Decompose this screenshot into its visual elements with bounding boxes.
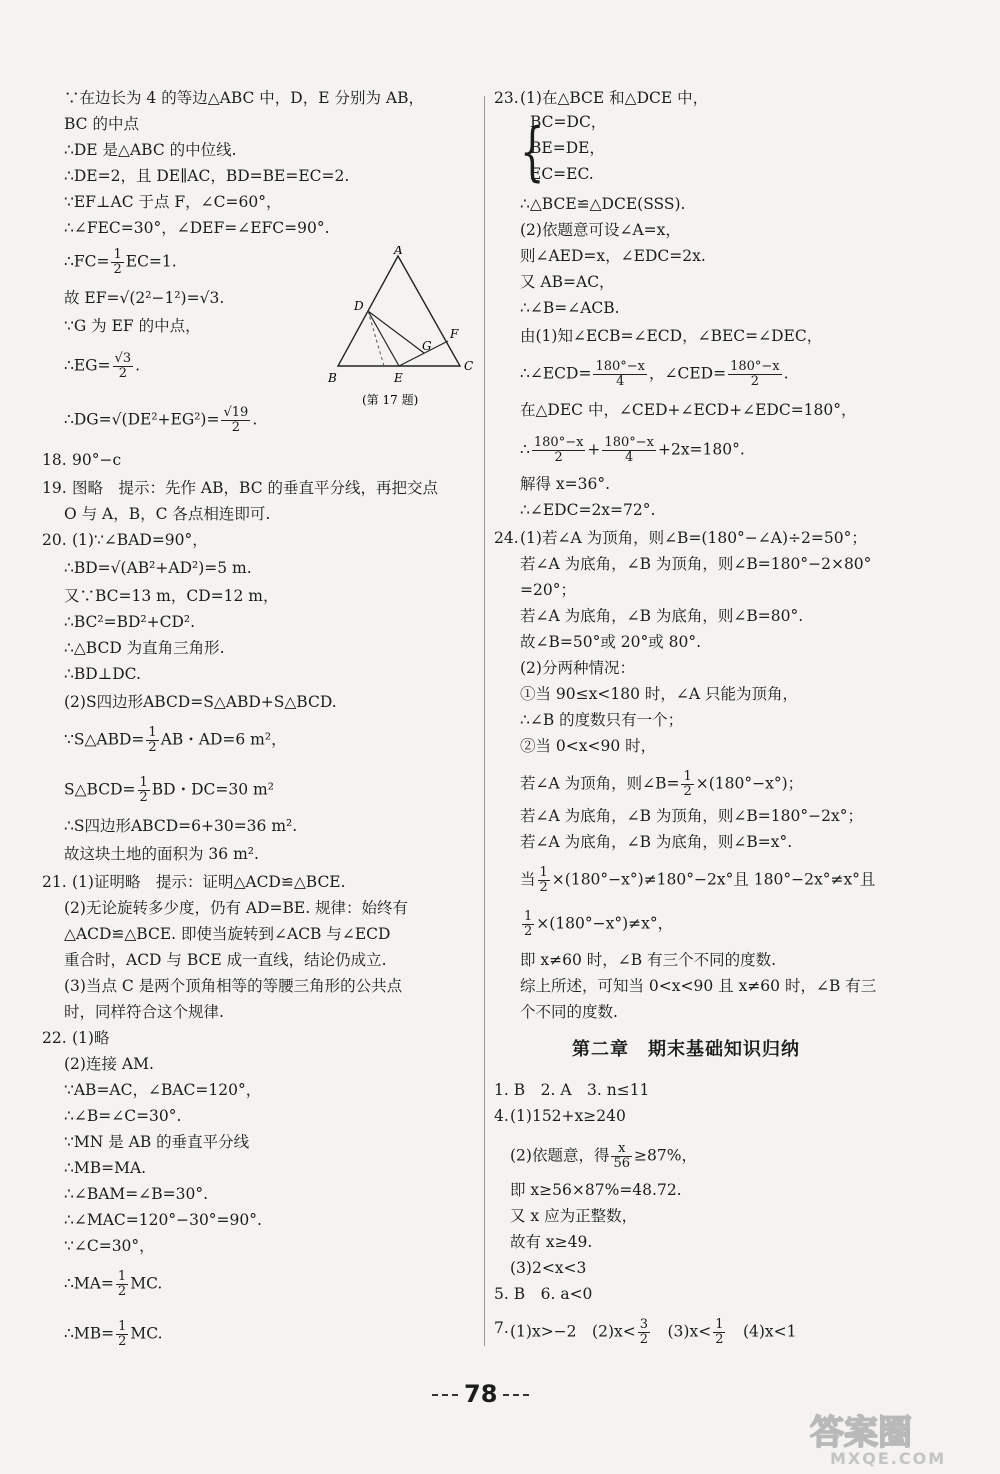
question-number: 18. xyxy=(42,451,67,469)
text-line: 若∠A 为底角，∠B 为顶角，则∠B=180°−2×80° xyxy=(520,555,872,573)
text-line: (2)连接 AM. xyxy=(64,1055,154,1073)
denominator: 2 xyxy=(118,1334,127,1349)
fraction xyxy=(538,866,550,895)
numerator: √3 xyxy=(114,351,132,366)
denominator: 2 xyxy=(715,1332,724,1347)
denominator: 2 xyxy=(139,790,148,805)
fraction xyxy=(138,776,150,805)
denominator: 4 xyxy=(625,450,634,465)
text-line: ∴BC²=BD²+CD². xyxy=(64,613,196,631)
text-fragment: BD・DC=30 m² xyxy=(151,780,274,799)
numerator: 1 xyxy=(117,1269,127,1284)
fraction xyxy=(116,1320,128,1349)
answer-text: 图略 提示：先作 AB，BC 的垂直平分线，再把交点 xyxy=(72,479,438,497)
equation-system xyxy=(494,112,694,192)
text-line: 故这块土地的面积为 36 m². xyxy=(64,845,259,863)
question-number: 23. xyxy=(494,89,519,107)
triangle-figure xyxy=(326,246,476,426)
text-line xyxy=(64,352,140,381)
text-fragment: ×(180°−x°)； xyxy=(695,774,804,793)
segment-dg xyxy=(368,311,424,353)
fraction xyxy=(221,406,250,435)
text-line: ∴DE=2，且 DE∥AC，BD=BE=EC=2. xyxy=(64,167,350,185)
text-fragment: 当 xyxy=(520,870,536,889)
text-line: ∴∠FEC=30°，∠DEF=∠EFC=90°. xyxy=(64,219,330,237)
text-line: 1. B 2. A 3. n≤11 xyxy=(494,1081,650,1099)
triangle-diagram xyxy=(326,246,476,426)
fraction xyxy=(116,1270,128,1299)
question-number: 20. xyxy=(42,531,67,549)
text-line: 又 AB=AC， xyxy=(520,273,615,291)
numerator: √19 xyxy=(223,405,249,420)
fraction xyxy=(522,910,534,939)
numerator: 1 xyxy=(148,725,157,740)
fraction xyxy=(681,770,693,799)
text-line: (3)当点 C 是两个顶角相等的等腰三角形的公共点 xyxy=(64,977,403,995)
denominator: 2 xyxy=(639,1332,648,1347)
text-fragment: ∵S△ABD= xyxy=(64,730,145,749)
text-line: =20°； xyxy=(520,581,576,599)
text-fragment: ×(180°−x°)≠180°−2x°且 180°−2x°≠x°且 xyxy=(551,870,876,889)
figure-caption: (第 17 题) xyxy=(362,393,419,407)
svg-text:MXQE.COM: MXQE.COM xyxy=(830,1449,947,1468)
text-line: 故∠B=50°或 20°或 80°. xyxy=(520,633,702,651)
equation-line: BC=DC， xyxy=(530,113,607,131)
text-line: 综上所述，可知当 0<x<90 且 x≠60 时，∠B 有三 xyxy=(520,977,877,995)
text-fragment: . xyxy=(252,410,258,429)
text-fragment: ∴DG=√(DE²+EG²)= xyxy=(64,410,220,429)
fraction xyxy=(532,436,586,465)
text-fragment: + xyxy=(587,440,601,459)
denominator: 2 xyxy=(117,1284,127,1299)
text-fragment: MC. xyxy=(130,1274,163,1293)
fraction xyxy=(728,360,782,389)
label-f: F xyxy=(450,327,459,341)
text-line: 若∠A 为底角，∠B 为顶角，则∠B=180°−2x°； xyxy=(520,807,863,825)
segment-de xyxy=(368,311,399,366)
text-line: 个不同的度数. xyxy=(520,1003,618,1021)
numerator: 1 xyxy=(139,775,148,790)
answer-text: (1)152+x≥240 xyxy=(510,1107,626,1125)
section-heading xyxy=(494,1040,942,1064)
text-fragment: . xyxy=(783,364,789,383)
text-line: 5. B 6. a<0 xyxy=(494,1285,593,1303)
text-line: ∴MB=MA. xyxy=(64,1159,147,1177)
text-line: ∵AB=AC，∠BAC=120°， xyxy=(64,1081,262,1099)
text-fragment: +2x=180°. xyxy=(657,440,745,459)
text-fragment: (4)x<1 xyxy=(727,1322,797,1341)
fraction xyxy=(713,1318,725,1347)
text-line: ∴△BCE≌△DCE(SSS). xyxy=(520,195,686,213)
text-line: ∴∠B 的度数只有一个； xyxy=(520,711,684,729)
denominator: 2 xyxy=(118,366,127,381)
svg-text:答案圈: 答案圈 xyxy=(810,1413,912,1453)
question-number: 24. xyxy=(494,529,519,547)
text-line xyxy=(520,436,745,465)
answer-text: (1)略 xyxy=(72,1029,110,1047)
text-line: 故有 x≥49. xyxy=(510,1233,593,1251)
text-line: ②当 0<x<90 时， xyxy=(520,737,657,755)
question-number: 21. xyxy=(42,873,67,891)
denominator: 2 xyxy=(113,262,122,277)
text-line: 若∠A 为底角，∠B 为底角，则∠B=x°. xyxy=(520,833,793,851)
text-line xyxy=(520,770,803,799)
text-line: (2)S四边形ABCD=S△ABD+S△BCD. xyxy=(64,693,337,711)
label-g: G xyxy=(422,339,432,353)
text-line xyxy=(520,910,673,939)
denominator: 4 xyxy=(616,374,625,389)
watermark-logo-icon xyxy=(806,1406,986,1468)
text-line: ∴△BCD 为直角三角形. xyxy=(64,639,225,657)
numerator: x xyxy=(611,1142,632,1157)
text-fragment: ∴MB= xyxy=(64,1324,115,1343)
numerator: 1 xyxy=(524,909,533,924)
fraction xyxy=(111,248,123,277)
denominator: 2 xyxy=(750,374,759,389)
text-fragment: ≥87%， xyxy=(634,1146,697,1165)
text-line: ∴BD⊥DC. xyxy=(64,665,141,683)
text-line: △ACD≌△BCE. 即使当旋转到∠ACB 与∠ECD xyxy=(64,925,391,943)
text-fragment: ，∠CED= xyxy=(649,364,727,383)
fraction xyxy=(611,1142,632,1171)
denominator: 2 xyxy=(148,740,157,755)
fraction xyxy=(593,360,647,389)
numerator: 180°−x xyxy=(533,435,584,450)
text-line: 即 x≠60 时，∠B 有三个不同的度数. xyxy=(520,951,777,969)
text-line: 若∠A 为底角，∠B 为底角，则∠B=80°. xyxy=(520,607,804,625)
text-fragment: ∴MA= xyxy=(64,1274,114,1293)
question-number: 19. xyxy=(42,479,67,497)
text-line xyxy=(520,360,789,389)
text-line: 重合时，ACD 与 BCE 成一直线，结论仍成立. xyxy=(64,951,387,969)
fraction xyxy=(602,436,656,465)
dashed-line xyxy=(368,311,384,366)
answer-text: (1)证明略 提示：证明△ACD≌△BCE. xyxy=(72,873,346,891)
numerator: 180°−x xyxy=(604,435,654,450)
fraction xyxy=(638,1318,650,1347)
left-brace-icon: { xyxy=(520,115,545,189)
equation-line: EC=EC. xyxy=(530,165,594,183)
equation-line: BE=DE， xyxy=(530,139,605,157)
text-fragment: EC=1. xyxy=(125,252,177,271)
text-line: ∵MN 是 AB 的垂直平分线 xyxy=(64,1133,250,1151)
text-line: ∴∠B=∠C=30°. xyxy=(64,1107,182,1125)
text-fragment: 若∠A 为顶角，则∠B= xyxy=(520,774,680,793)
text-line: ∴∠B=∠ACB. xyxy=(520,299,620,317)
numerator: 1 xyxy=(715,1317,724,1332)
denominator: 2 xyxy=(683,784,692,799)
text-fragment: . xyxy=(135,356,141,375)
text-line xyxy=(520,866,875,895)
text-line: O 与 A，B，C 各点相连即可. xyxy=(64,505,271,523)
text-fragment: (1)x>−2 (2)x< xyxy=(510,1322,636,1341)
text-fragment: MC. xyxy=(130,1324,163,1343)
numerator: 180°−x xyxy=(595,359,645,374)
label-e: E xyxy=(394,371,403,385)
text-fragment: AB・AD=6 m²， xyxy=(160,730,287,749)
text-fragment: (3)x< xyxy=(652,1322,712,1341)
label-b: B xyxy=(328,371,337,385)
text-fragment: ∴EG= xyxy=(64,356,111,375)
watermark-logo xyxy=(806,1406,986,1468)
label-a: A xyxy=(394,246,403,257)
label-c: C xyxy=(464,359,474,373)
text-line: 由(1)知∠ECB=∠ECD，∠BEC=∠DEC， xyxy=(520,327,823,345)
numerator: 180°−x xyxy=(730,359,780,374)
text-line xyxy=(64,726,287,755)
text-line xyxy=(64,1270,162,1299)
text-line: 则∠AED=x，∠EDC=2x. xyxy=(520,247,706,265)
text-line: ∴∠EDC=2x=72°. xyxy=(520,501,656,519)
text-line: (2)无论旋转多少度，仍有 AD=BE. 规律：始终有 xyxy=(64,899,409,917)
denominator: 2 xyxy=(231,420,241,435)
text-line: ∵在边长为 4 的等边△ABC 中，D，E 分别为 AB， xyxy=(64,89,424,107)
text-fragment: ∴FC= xyxy=(64,252,110,271)
text-line xyxy=(64,776,274,805)
text-line: ∴S四边形ABCD=6+30=36 m². xyxy=(64,817,298,835)
page-number: 78 xyxy=(464,1380,498,1408)
column-divider xyxy=(484,96,485,1346)
text-fragment: ∴ xyxy=(520,440,530,459)
text-line: 即 x≥56×87%=48.72. xyxy=(510,1181,682,1199)
text-line xyxy=(64,1320,163,1349)
text-line: (2)依题意可设∠A=x， xyxy=(520,221,681,239)
label-d: D xyxy=(354,299,364,313)
text-line: 又∵BC=13 m，CD=12 m， xyxy=(64,587,279,605)
text-line xyxy=(64,248,177,277)
question-number: 7. xyxy=(494,1319,509,1337)
text-line: ①当 90≤x<180 时，∠A 只能为顶角， xyxy=(520,685,798,703)
question-number: 4. xyxy=(494,1107,509,1125)
text-line: 在△DEC 中，∠CED+∠ECD+∠EDC=180°， xyxy=(520,401,857,419)
text-line: 解得 x=36°. xyxy=(520,475,611,493)
text-line: ∴∠BAM=∠B=30°. xyxy=(64,1185,209,1203)
text-line: 又 x 应为正整数， xyxy=(510,1207,638,1225)
text-line: BC 的中点 xyxy=(64,115,139,133)
answer-text: (1)在△BCE 和△DCE 中， xyxy=(520,89,709,107)
text-line: ∴DE 是△ABC 的中位线. xyxy=(64,141,237,159)
text-fragment: ∴∠ECD= xyxy=(520,364,592,383)
question-number: 22. xyxy=(42,1029,67,1047)
denominator: 2 xyxy=(554,450,563,465)
numerator: 1 xyxy=(539,865,548,880)
text-fragment: (2)依题意，得 xyxy=(510,1146,610,1165)
text-line: ∵G 为 EF 的中点， xyxy=(64,317,201,335)
text-line: (3)2<x<3 xyxy=(510,1259,587,1277)
text-fragment: ×(180°−x°)≠x°， xyxy=(536,914,674,933)
denominator: 2 xyxy=(539,880,548,895)
denominator: 2 xyxy=(524,924,533,939)
numerator: 3 xyxy=(639,1317,648,1332)
text-line: ∵EF⊥AC 于点 F，∠C=60°， xyxy=(64,193,282,211)
answer-text: (1)∵∠BAD=90°， xyxy=(72,531,208,549)
text-line: 时，同样符合这个规律. xyxy=(64,1003,224,1021)
denominator: 56 xyxy=(613,1156,631,1171)
numerator: 1 xyxy=(683,769,692,784)
text-line: (2)分两种情况： xyxy=(520,659,635,677)
fraction xyxy=(113,352,134,381)
answer-text: (1)若∠A 为顶角，则∠B=(180°−∠A)÷2=50°； xyxy=(520,529,867,547)
text-line xyxy=(64,406,257,435)
answer-text: 90°−c xyxy=(72,451,122,469)
text-line: 故 EF=√(2²−1²)=√3. xyxy=(64,289,225,307)
numerator: 1 xyxy=(113,247,122,262)
answer-text xyxy=(510,1318,797,1347)
fraction xyxy=(146,726,158,755)
text-fragment: S△BCD= xyxy=(64,780,136,799)
text-line: ∴BD=√(AB²+AD²)=5 m. xyxy=(64,559,252,577)
text-line: ∴∠MAC=120°−30°=90°. xyxy=(64,1211,262,1229)
text-line: ∵∠C=30°， xyxy=(64,1237,155,1255)
text-line xyxy=(510,1142,697,1171)
numerator: 1 xyxy=(118,1319,127,1334)
section-title: 第二章 期末基础知识归纳 xyxy=(572,1039,800,1060)
